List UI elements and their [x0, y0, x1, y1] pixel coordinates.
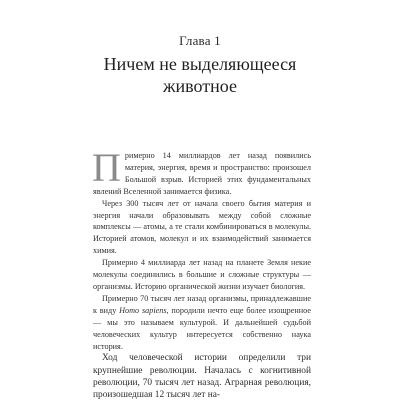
paragraph-2: Через 300 тысяч лет от начала своего бытия материя и энергия начали образовывать между собой сложные комплексы — атомы, а те стали комбинироваться в молекулы. Историей атомов, молекул и их взаимодействий занимается химия.: [93, 198, 311, 256]
paragraph-4-text-start: Примерно 70 тысяч лет назад организмы, принадлежавшие к виду: [93, 293, 311, 315]
chapter-title: [0, 53, 400, 97]
paragraph-1-text: римерно 14 миллиардов лет назад появились материя, энергия, время и пространство: произошел Большой взрыв. Историей этих фундаментальных явлений Вселенной занимается физика.: [93, 151, 311, 196]
paragraph-5: Ход человеческой истории определили три крупнейшие революции. Началась с когнитивной революции, 70 тысяч лет назад. Аграрная революция, произошедшая 12 тысяч лет на-: [93, 353, 311, 400]
chapter-title-line-2: животное: [163, 76, 237, 96]
chapter-title-line-1: Ничем не выделяющееся: [103, 54, 297, 74]
chapter-body: [92, 145, 312, 400]
paragraph-3: Примерно 4 миллиарда лет назад на планете Земля некие молекулы соединились в большие и сложные структуры — организмы. Историю органической жизни изучает биология.: [93, 258, 311, 291]
species-name: Homo sapiens: [119, 305, 167, 315]
paragraph-4: [93, 293, 311, 353]
paragraph-4-text-end: , породили нечто еще более изощренное — мы это называем культурой. И дальнейшей судьбой человеческих культур интересуется собственно наука история.: [93, 305, 312, 351]
chapter-label: Глава 1: [179, 33, 221, 48]
drop-cap: П: [92, 145, 121, 190]
paragraph-1: [92, 145, 311, 198]
